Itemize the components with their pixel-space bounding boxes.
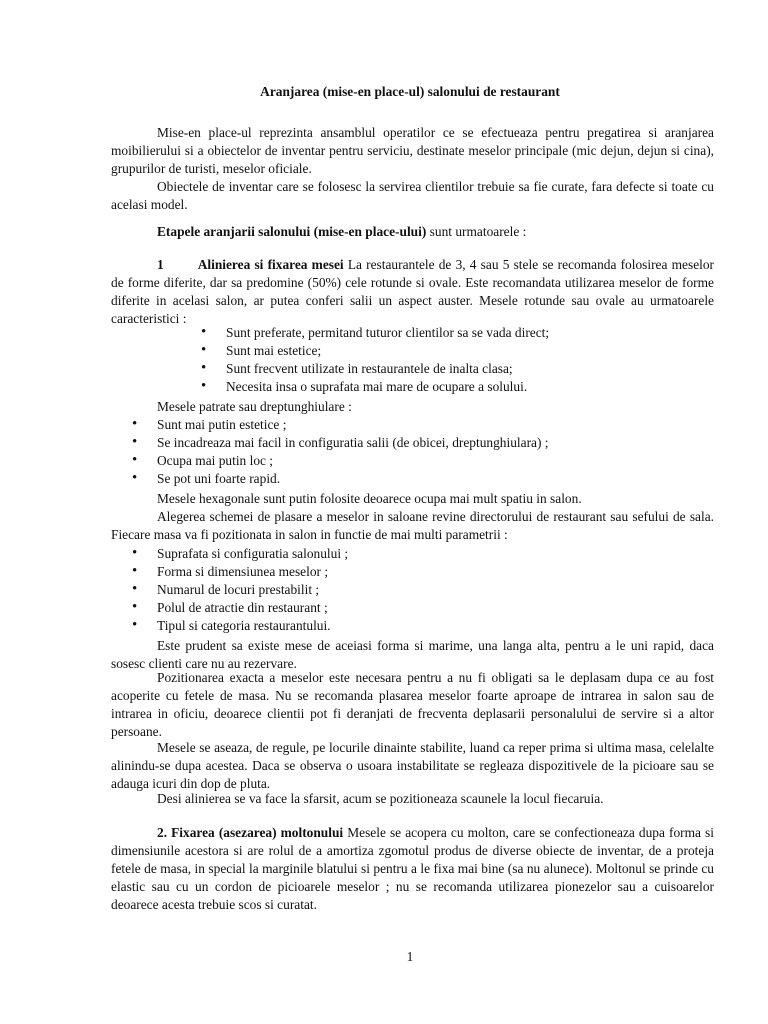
list-item: • Numarul de locuri prestabilit ; <box>157 581 348 599</box>
list-item: • Se pot uni foarte rapid. <box>157 470 549 488</box>
stages-heading-line <box>157 223 760 241</box>
section-1-heading: Alinierea si fixarea mesei <box>197 257 344 272</box>
section-2-heading: 2. Fixarea (asezarea) moltonului <box>157 825 344 840</box>
stages-heading-rest: sunt urmatoarele : <box>426 224 527 239</box>
list-item: • Tipul si categoria restaurantului. <box>157 617 348 635</box>
list-item: • Se incadreaza mai facil in configuratia salii (de obicei, dreptunghiulara) ; <box>157 434 549 452</box>
list-item: • Forma si dimensiunea meselor ; <box>157 563 348 581</box>
section-1-paragraph <box>111 256 714 328</box>
list-item: • Suprafata si configuratia salonului ; <box>157 545 348 563</box>
square-tables-features-list <box>157 416 549 488</box>
list-item: • Necesita insa o suprafata mai mare de ocupare a solului. <box>226 378 549 396</box>
positioning-parameters-list <box>157 545 348 635</box>
list-item: • Sunt preferate, permitand tuturor clientilor sa se vada direct; <box>226 324 549 342</box>
square-tables-intro: Mesele patrate sau dreptunghiulare : <box>157 399 352 414</box>
page-title: Aranjarea (mise-en place-ul) salonului de restaurant <box>260 84 560 99</box>
list-item: • Sunt mai putin estetice ; <box>157 416 549 434</box>
prudent-paragraph: Este prudent sa existe mese de aceiasi forma si marime, una langa alta, pentru a le uni rapid, daca sosesc clienti care nu au rezervare. <box>111 638 714 671</box>
stages-heading: Etapele aranjarii salonului (mise-en place-ului) <box>157 224 427 239</box>
section-2-paragraph <box>111 824 714 914</box>
hexagonal-tables-paragraph: Mesele hexagonale sunt putin folosite deoarece ocupa mai mult spatiu in salon. <box>157 491 582 506</box>
intro-paragraph-1: Mise-en place-ul reprezinta ansamblul operatilor ce se efectueaza pentru pregatirea si aranjarea moibilierului si a obiectelor de inventar pentru serviciu, destinate meselor principale (mic dejun, dejun si cina), grupurilor de turisti, meselor oficiale. <box>111 125 714 176</box>
section-1-number: 1 <box>157 257 164 272</box>
list-item: • Sunt frecvent utilizate in restaurantele de inalta clasa; <box>226 360 549 378</box>
intro-paragraph-2: Obiectele de inventar care se folosesc la servirea clientilor trebuie sa fie curate, fara defecte si toate cu acelasi model. <box>111 179 714 212</box>
list-item: • Polul de atractie din restaurant ; <box>157 599 348 617</box>
placement-scheme-paragraph: Alegerea schemei de plasare a meselor in saloane revine directorului de restaurant sau sefului de sala. Fiecare masa va fi pozitionata in salon in functie de mai multi parametrii : <box>111 509 714 542</box>
chairs-paragraph: Desi alinierea se va face la sfarsit, acum se pozitioneaza scaunele la locul fiecaruia. <box>157 791 604 806</box>
round-tables-features-list <box>226 324 549 396</box>
list-item: • Ocupa mai putin loc ; <box>157 452 549 470</box>
list-item: • Sunt mai estetice; <box>226 342 549 360</box>
page-number: 1 <box>406 949 414 964</box>
table-placement-paragraph: Mesele se aseaza, de regule, pe locurile dinainte stabilite, luand ca reper prima si ultima masa, celelalte alinindu-se dupa acestea. Daca se observa o usoara instabilitate se regleaza dispozitivele de la picioare sau se adauga icuri din dop de pluta. <box>111 740 714 791</box>
positioning-paragraph: Pozitionarea exacta a meselor este necesara pentru a nu fi obligati sa le deplasam dupa ce au fost acoperite cu fetele de masa. Nu se recomanda plasarea meselor foarte aproape de intrarea in salon sau de intrarea in oficiu, deoarece clientii pot fi deranjati de frecventa deplasarii personalului de servire si a altor persoane. <box>111 670 714 739</box>
section-2-text: Mesele se acopera cu molton, care se confectioneaza dupa forma si dimensiunile acestora si are rolul de a amortiza zgomotul produs de diverse obiecte de inventar, de a proteja fetele de masa, in special la marginile blatului si pentru a le fixa mai bine (sa nu alunece). Moltonul se prinde cu elastic sau cu un cordon de picioarele meselor ; nu se recomanda utilizarea pionezelor sau a cuisoarelor deoarece acesta trebuie scos si curatat. <box>111 825 714 912</box>
section-1-intro: La restaurantele de 3, 4 sau 5 stele se recomanda folosirea meselor de forme diferite, dar sa predomine (50%) cele rotunde si ovale. Este recomandata utilizarea meselor de forme diferite in acelasi salon, ar putea conferi salii un aspect auster. Mesele rotunde sau ovale au urmatoarele caracteristici : <box>111 257 715 326</box>
